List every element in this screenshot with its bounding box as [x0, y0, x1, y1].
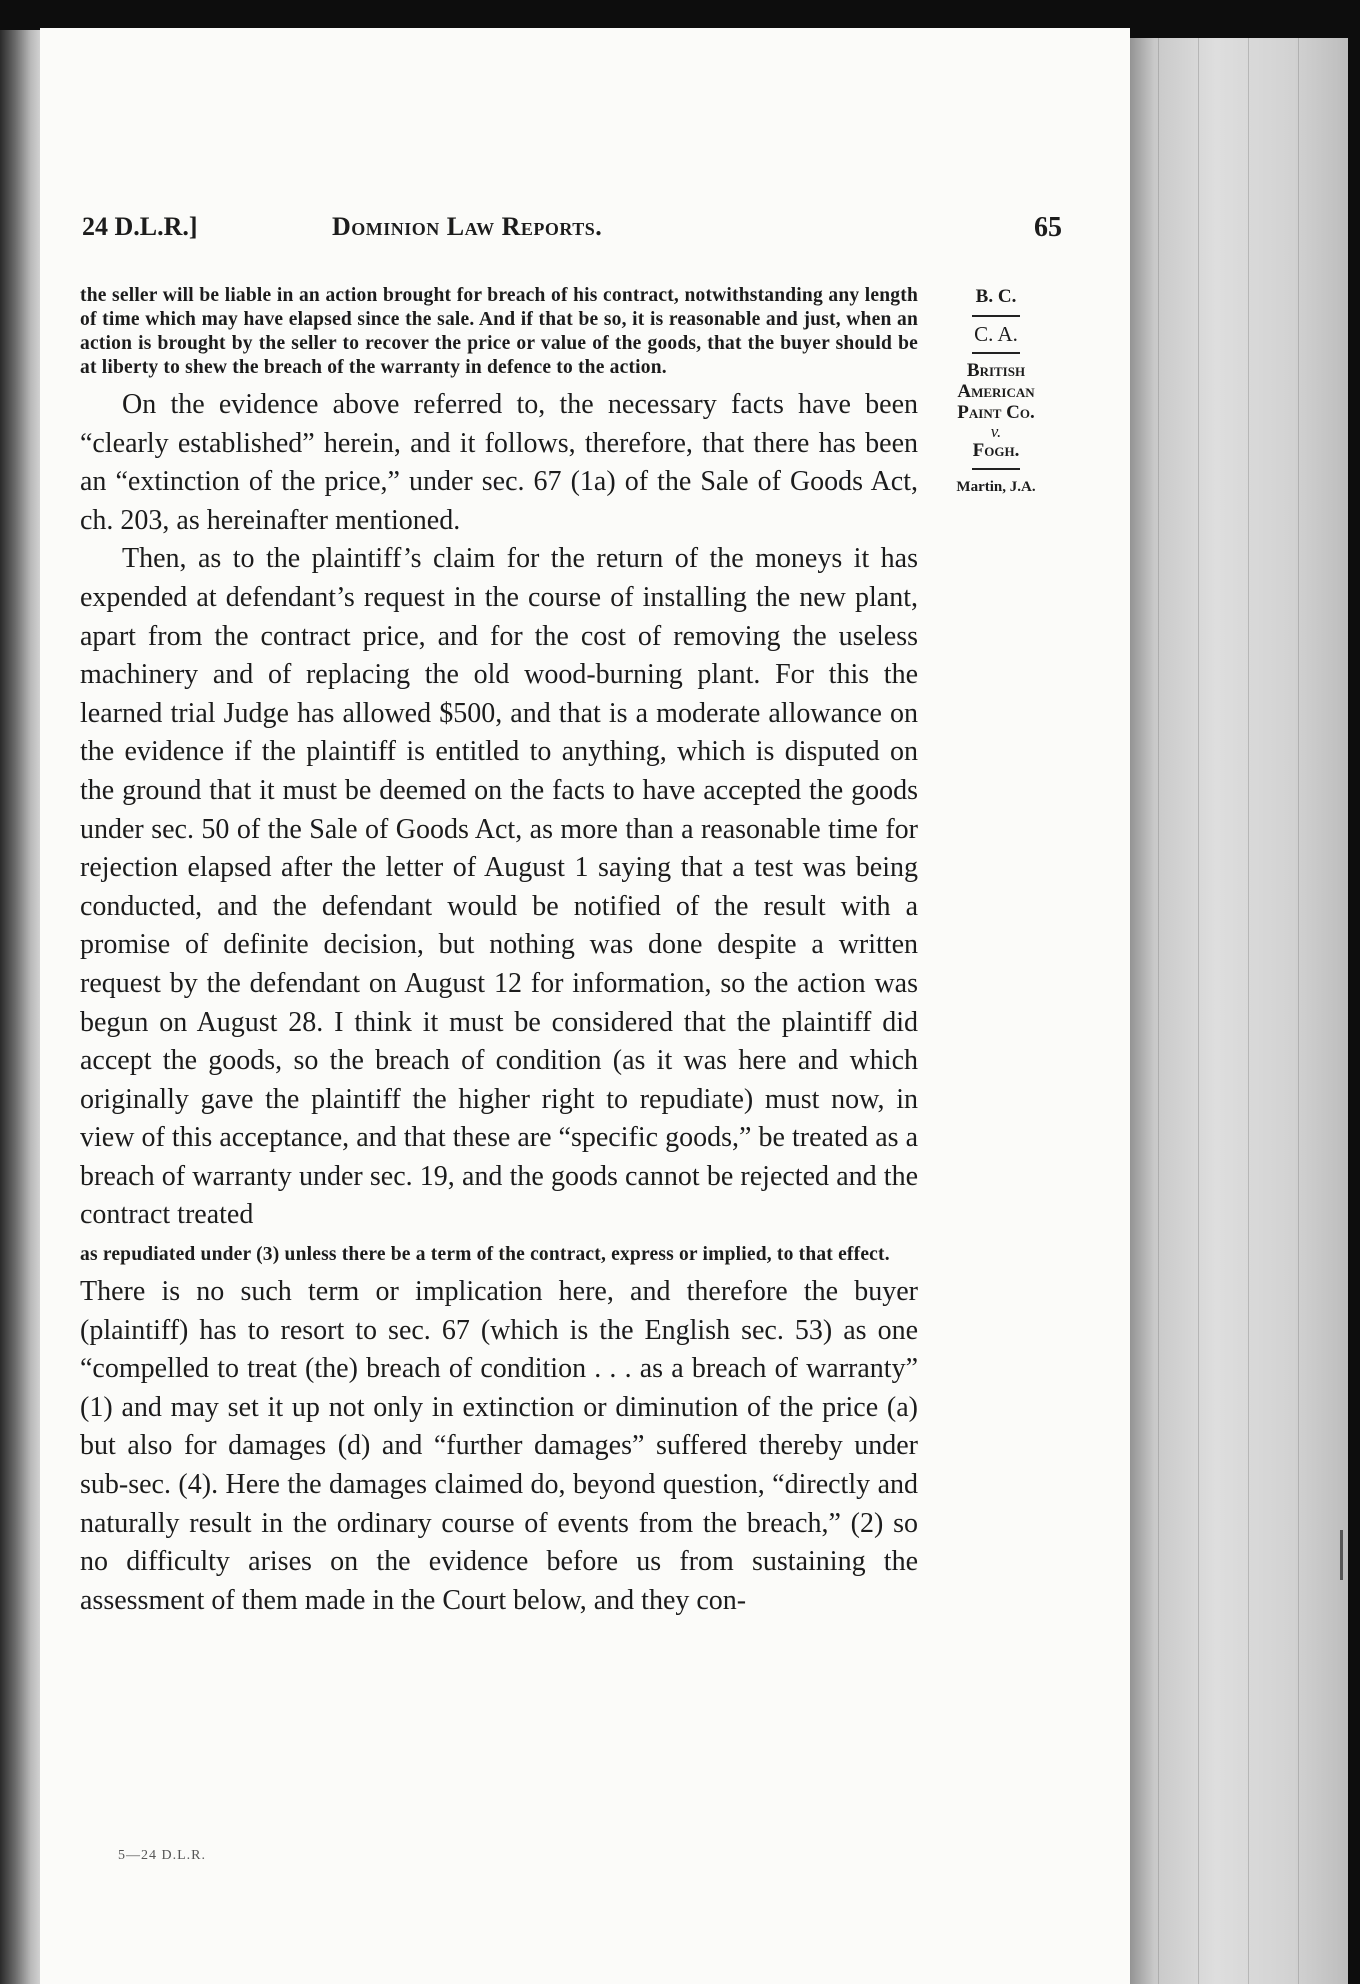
paragraph: On the evidence above referred to, the necessary facts have been “clearly established” herein, and it follows, therefore, that there has been an “extinction of the price,” under sec. 67 (1a) of the Sale of Goods Act, ch. 203, as hereinafter mentioned. — [80, 389, 918, 536]
paragraph: Then, as to the plaintiff’s claim for the return of the moneys it has expended at defendant’s request in the course of installing the new plant, apart from the contract price, and for the cost of removing the useless machinery and of replacing the old wood-burning plant. For this the learned trial Judge has allowed $500, and that is a moderate allowance on the evidence if the plaintiff is entitled to anything, which is disputed on the ground that it must be deemed on the facts to have accepted the goods under sec. 50 of the Sale of Goods Act, as more than a reasonable time for rejection elapsed after the letter of August 1 saying that a test was being conducted, and the defendant would be notified of the result with a promise of definite decision, but nothing was done despite a written request by the defendant on August 12 for information, so the action was begun on August 28. I think it must be considered that the plaintiff did accept the goods, so the breach of condition (as it was here and which originally gave the plaintiff the higher right to repudiate) must now, in view of this acceptance, and that these are “specific goods,” be treated as a breach of warranty under sec. 19, and the goods cannot be rejected and the contract treated — [80, 543, 918, 1231]
sidenote-rule — [972, 352, 1020, 354]
plaintiff-name-line-3: Paint Co. — [957, 402, 1035, 423]
edge-mark — [1340, 1530, 1343, 1580]
quoted-passage: as repudiated under (3) unless there be a term of the contract, express or implied, to that effect. — [80, 1244, 890, 1266]
sidenote-rule — [972, 315, 1020, 317]
plaintiff-name-line-1: British — [966, 360, 1026, 381]
versus: v. — [990, 422, 1002, 441]
page-edges-stack — [1128, 38, 1348, 1984]
body-text — [80, 284, 918, 1620]
case-sidenote — [930, 286, 1062, 498]
defendant-name: Fogh. — [972, 440, 1020, 461]
report-title: Dominion Law Reports. — [332, 212, 603, 241]
plaintiff-name-line-2: American — [957, 381, 1035, 402]
court-division: C. A. — [974, 322, 1018, 346]
left-binding-edge — [0, 30, 44, 1984]
sidenote-rule — [972, 468, 1020, 470]
court-province: B. C. — [975, 286, 1017, 307]
page-number: 65 — [1034, 212, 1062, 243]
printer-signature: 5—24 D.L.R. — [118, 1848, 206, 1863]
judge-name: Martin, J.A. — [956, 479, 1036, 495]
quoted-passage: the seller will be liable in an action brought for breach of his contract, notwithstanding any length of time which may have elapsed since the sale. And if that be so, it is reasonable and just, when an action is brought by the seller to recover the price or value of the goods, that the buyer should be at liberty to shew the breach of the warranty in defence to the action. — [80, 285, 918, 378]
volume-reference: 24 D.L.R.] — [82, 212, 198, 241]
paragraph: There is no such term or implication here, and therefore the buyer (plaintiff) has to resort to sec. 67 (which is the English sec. 53) as one “compelled to treat (the) breach of condition . . . as a breach of warranty” (1) and may set it up not only in extinction or diminution of the price (a) but also for damages (d) and “further damages” suffered thereby under sub-sec. (4). Here the damages claimed do, beyond question, “directly and naturally result in the ordinary course of events from the breach,” (2) so no difficulty arises on the evidence before us from sustaining the assessment of them made in the Court below, and they con- — [80, 1276, 918, 1616]
running-header — [82, 212, 1062, 252]
